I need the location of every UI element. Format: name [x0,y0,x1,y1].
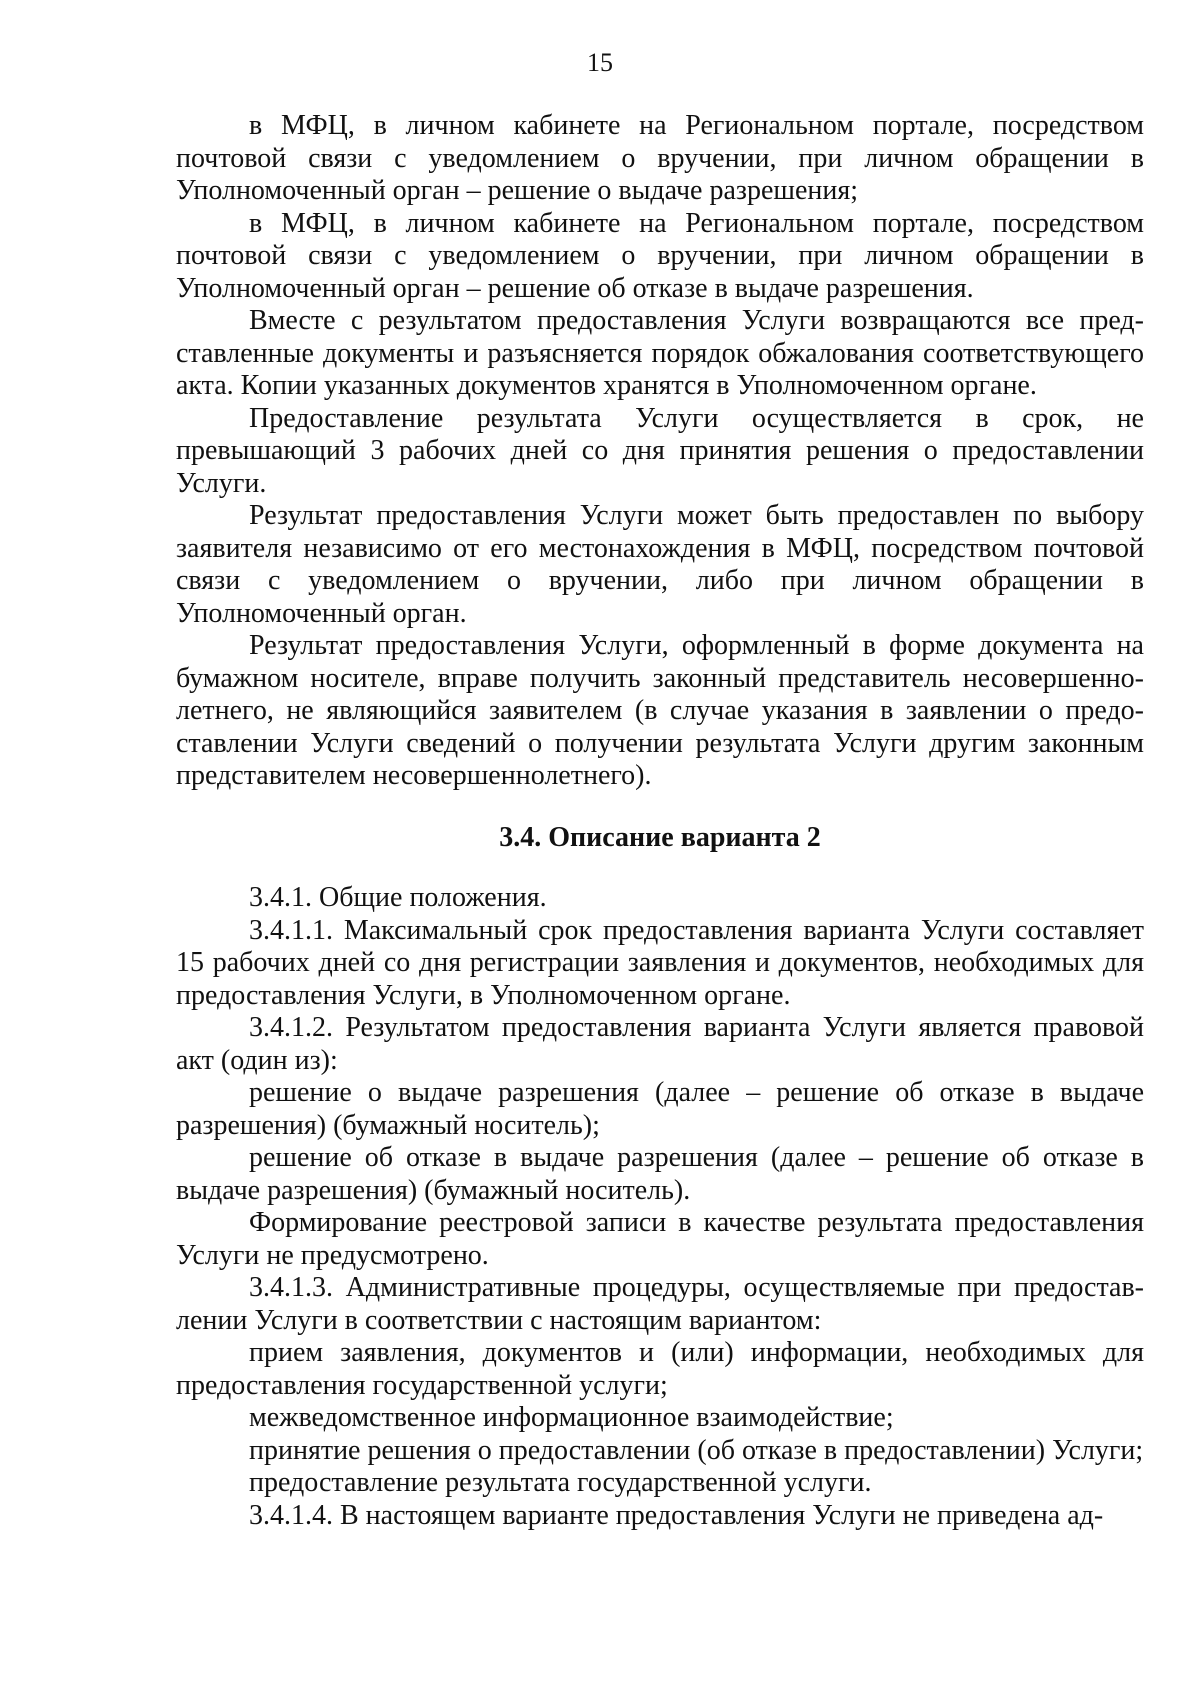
section-heading: 3.4. Описание варианта 2 [499,821,821,853]
paragraph: Формирование реестровой записи в качестве результата предоставления Услуги не предусмотрено. [176,1207,1144,1271]
list-item: принятие решения о предоставлении (об отказе в предоставлении) Услуги; [249,1434,1144,1466]
page-number: 15 [587,48,613,77]
list-item: межведомственное информационное взаимодействие; [249,1402,894,1433]
paragraph: в МФЦ, в личном кабинете на Региональном портале, посредством почтовой связи с уведомлением о вручении, при личном обращении в Уполномоченный орган – решение о выдаче разрешения; [176,110,1144,206]
paragraph: Вместе с результатом предоставления Услуги возвращаются все представленные документы и разъясняется порядок обжалования соответствующего акта. Копии указанных документов хранятся в Уполномоченном органе. [176,305,1144,401]
paragraph: Предоставление результата Услуги осуществляется в срок, не превышающий 3 рабочих дней со дня принятия решения о предоставлении Услуги. [176,402,1144,499]
paragraph: в МФЦ, в личном кабинете на Региональном портале, посредством почтовой связи с уведомлением о вручении, при личном обращении в Уполномоченный орган – решение об отказе в выдаче разрешения. [176,207,1144,304]
list-item: прием заявления, документов и (или) информации, необходимых для предоставления государственной услуги; [176,1337,1144,1401]
paragraph: 3.4.1. Общие положения. [249,882,547,913]
paragraph: 3.4.1.4. В настоящем варианте предоставления Услуги не приведена ад- [249,1499,1104,1531]
paragraph: 3.4.1.3. Административные процедуры, осуществляемые при предоставлении Услуги в соответствии с настоящим вариантом: [176,1272,1144,1336]
list-item: решение об отказе в выдаче разрешения (далее – решение об отказе в выдаче разрешения) (бумажный носитель). [176,1142,1144,1206]
paragraph: 3.4.1.2. Результатом предоставления варианта Услуги является правовой акт (один из): [176,1012,1144,1076]
section-heading-wrap [176,822,1144,855]
paragraph: Результат предоставления Услуги может быть предоставлен по выбору заявителя независимо от его местонахождения в МФЦ, посредством почтовой связи с уведомлением о вручении, либо при личном обращении в Уполномоченный орган. [176,500,1144,629]
list-item: решение о выдаче разрешения (далее – решение об отказе в выдаче разрешения) (бумажный носитель); [176,1077,1144,1141]
list-item: предоставление результата государственной услуги. [249,1467,872,1498]
paragraph: 3.4.1.1. Максимальный срок предоставления варианта Услуги составляет 15 рабочих дней со дня регистрации заявления и документов, необходимых для предоставления Услуги, в Уполномоченном органе. [176,914,1144,1011]
document-body [176,110,1144,1532]
paragraph: Результат предоставления Услуги, оформленный в форме документа на бумажном носителе, вправе получить законный представитель несовершеннолетнего, не являющийся заявителем (в случае указания в заявлении о предоставлении Услуги сведений о получении результата Услуги другим законным представителем несовершеннолетнего). [176,630,1144,791]
